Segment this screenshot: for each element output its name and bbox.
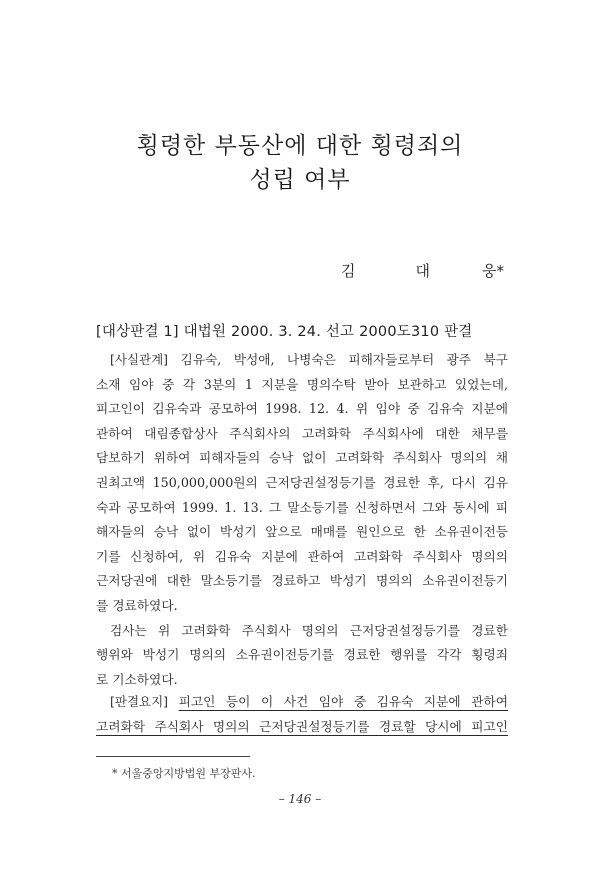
facts-paragraph bbox=[96, 348, 508, 692]
facts-label: [사실관계] bbox=[110, 352, 169, 367]
author-name bbox=[341, 260, 504, 281]
page-number: – 146 – bbox=[278, 792, 322, 806]
holding-line bbox=[96, 690, 508, 715]
holding-first-line-text: 피고인 등이 이 사건 임야 중 김유숙 지분에 관하여 bbox=[178, 694, 508, 709]
holding-line: 고려화학 주식회사 명의의 근저당권설정등기를 경료할 당시에 피고인 bbox=[96, 718, 508, 734]
footnote-divider bbox=[96, 756, 250, 757]
paper-title-line-1: 횡령한 부동산에 대한 횡령죄의 bbox=[136, 133, 464, 159]
facts-line: 담보하기 위하여 피해자들의 승낙 없이 고려화학 주식회사 명의의 채 bbox=[96, 450, 508, 466]
author-char-1: 김 bbox=[341, 262, 356, 280]
facts-line: 소재 임야 중 각 3분의 1 지분을 명의수탁 받아 보관하고 있었는데, bbox=[96, 376, 508, 392]
footnote: * 서울중앙지방법원 부장판사. bbox=[112, 767, 256, 780]
facts-line: 해자들의 승낙 없이 박성기 앞으로 매매를 원인으로 한 소유권이전등 bbox=[96, 524, 508, 540]
holding-label: [판결요지] bbox=[110, 694, 169, 709]
case-reference: [대상판결 1] 대법원 2000. 3. 24. 선고 2000도310 판결 bbox=[96, 324, 473, 340]
holding-paragraph bbox=[96, 690, 508, 739]
facts-line: 관하여 대림종합상사 주식회사의 고려화학 주식회사에 대한 채무를 bbox=[96, 425, 508, 441]
facts-line: 를 경료하였다. bbox=[96, 597, 178, 613]
prosecution-line: 로 기소하였다. bbox=[96, 671, 178, 687]
facts-line: 근저당권에 대한 말소등기를 경료하고 박성기 명의의 소유권이전등기 bbox=[96, 573, 508, 589]
paper-title-line-2: 성립 여부 bbox=[249, 167, 351, 193]
facts-first-line-text: 김유숙, 박성애, 나병숙은 피해자들로부터 광주 북구 bbox=[168, 352, 508, 367]
author-char-2: 대 bbox=[415, 262, 430, 280]
author-char-3: 웅* bbox=[482, 262, 504, 280]
prosecution-line: 검사는 위 고려화학 주식회사 명의의 근저당권설정등기를 경료한 bbox=[110, 622, 508, 638]
facts-line: 피고인이 김유숙과 공모하여 1998. 12. 4. 위 임야 중 김유숙 지분에 bbox=[96, 401, 508, 417]
facts-line: 기를 신청하여, 위 김유숙 지분에 관하여 고려화학 주식회사 명의의 bbox=[96, 548, 508, 564]
facts-line bbox=[96, 348, 508, 373]
facts-line: 권최고액 150,000,000원의 근저당권설정등기를 경료한 후, 다시 김유 bbox=[96, 474, 508, 490]
prosecution-line: 행위와 박성기 명의의 소유권이전등기를 경료한 행위를 각각 횡령죄 bbox=[96, 647, 508, 663]
facts-line: 숙과 공모하여 1999. 1. 13. 그 말소등기를 신청하면서 그와 동시에 피 bbox=[96, 499, 508, 515]
